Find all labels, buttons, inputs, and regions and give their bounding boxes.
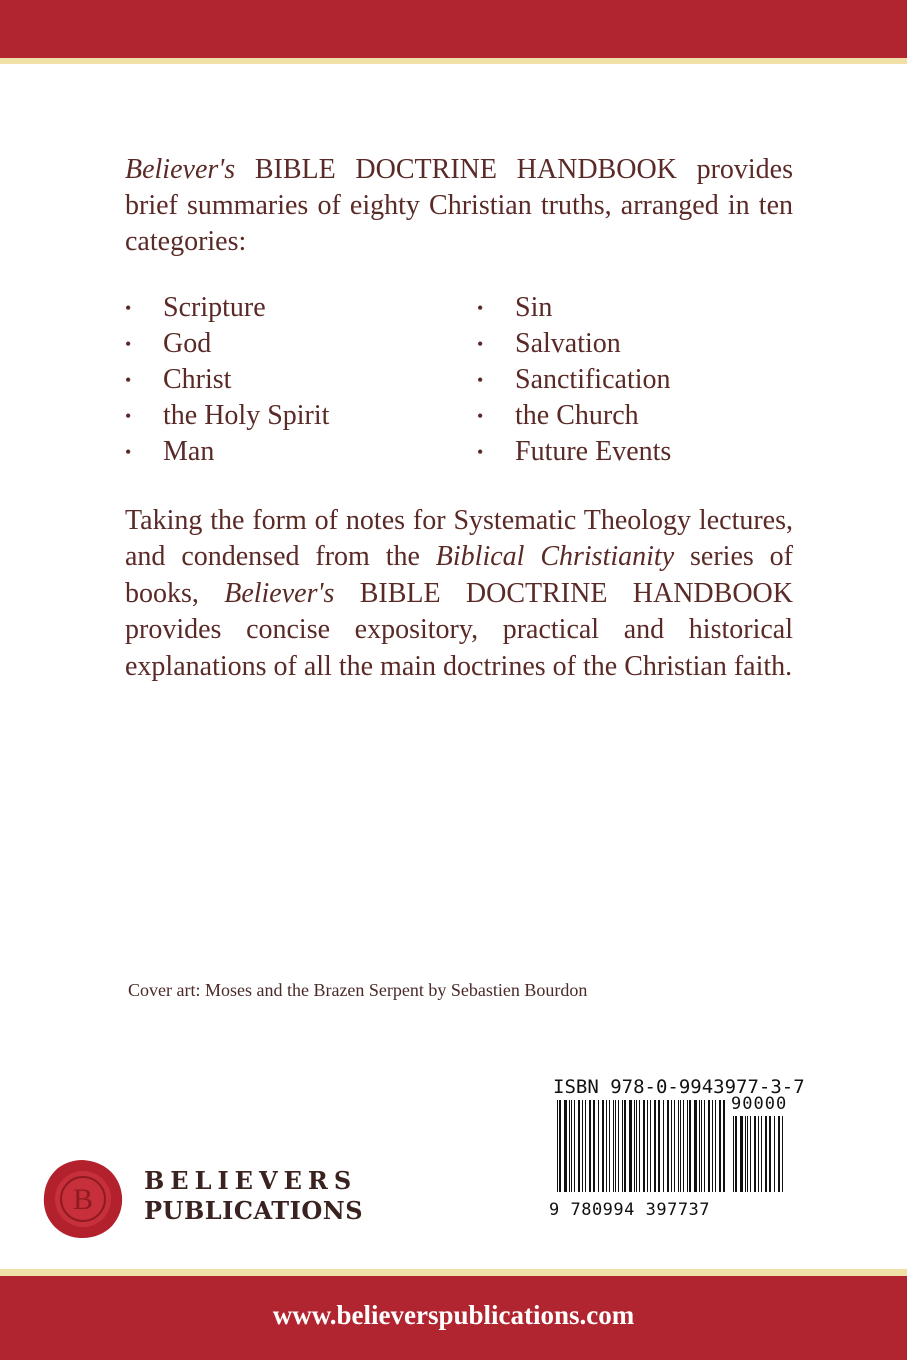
barcode-bar [715, 1100, 716, 1192]
barcode-bar [615, 1100, 616, 1192]
barcode-addon-number: 90000 [731, 1094, 788, 1114]
barcode-bar [593, 1100, 595, 1192]
bullet-icon: • [477, 406, 484, 426]
barcode-bar [557, 1100, 558, 1192]
barcode-bar [745, 1116, 746, 1192]
seal-letter: B [72, 1183, 94, 1216]
barcode-bar [643, 1100, 645, 1192]
barcode-bar [778, 1116, 780, 1192]
barcode-number: 9 780994 397737 [549, 1200, 711, 1220]
barcode-bar [704, 1100, 705, 1192]
barcode-bar [754, 1116, 756, 1192]
publisher-line1: BELIEVERS [144, 1166, 358, 1195]
list-item [125, 398, 330, 434]
list-item [125, 434, 329, 470]
isbn-label: ISBN 978-0-9943977-3-7 [553, 1076, 805, 1098]
series-title-italic: Biblical Christianity [435, 541, 675, 573]
barcode-bar [701, 1100, 702, 1192]
description-text: Taking the form of notes for Systematic Theology lectures, and condensed from the [125, 505, 793, 573]
barcode-bar [663, 1100, 664, 1192]
isbn-barcode [545, 1070, 805, 1220]
publisher-line2: PUBLICATIONS [144, 1196, 364, 1225]
top-gold-stripe [0, 58, 907, 64]
barcode-bar [569, 1100, 570, 1192]
bullet-icon: • [125, 442, 132, 462]
list-item [477, 362, 671, 398]
barcode-bar [750, 1116, 751, 1192]
barcode-bar [639, 1100, 640, 1192]
wax-seal-logo-icon [42, 1158, 124, 1240]
barcode-bar [687, 1100, 688, 1192]
barcode-bar [712, 1100, 713, 1192]
barcode-bar [658, 1100, 660, 1192]
category-list-left [125, 290, 330, 470]
barcode-bar [647, 1100, 648, 1192]
barcode-bar [606, 1100, 607, 1192]
barcode-bar [765, 1116, 767, 1192]
intro-text: BIBLE DOCTRINE HANDBOOK provides brief summaries of eighty Christian truths, arranged in ten categories: [125, 154, 793, 257]
barcode-bar [585, 1100, 586, 1192]
category-label: Scripture [163, 292, 266, 323]
category-label: Man [163, 436, 215, 467]
bullet-icon: • [477, 298, 484, 318]
barcode-bar [618, 1100, 619, 1192]
book-title-italic: Believer's [224, 577, 335, 609]
category-label: the Holy Spirit [163, 400, 330, 431]
barcode-bar [735, 1116, 737, 1192]
website-url[interactable]: www.believerspublications.com [272, 1300, 635, 1330]
barcode-bar [694, 1100, 697, 1192]
barcode-bar [680, 1100, 681, 1192]
barcode-bar [571, 1100, 572, 1192]
list-item [477, 290, 671, 326]
category-list-right [477, 290, 672, 470]
barcode-bar [654, 1100, 656, 1192]
barcode-bar [622, 1100, 623, 1192]
barcode-bar [629, 1100, 632, 1192]
description-text: series of books, [125, 541, 793, 609]
list-item [125, 290, 329, 326]
bullet-icon: • [125, 370, 132, 390]
barcode-bar [740, 1116, 743, 1192]
intro-title-italic: Believer's [125, 154, 236, 185]
barcode-bar [667, 1100, 669, 1192]
barcode-bar [602, 1100, 604, 1192]
barcode-bar [578, 1100, 580, 1192]
category-label: Sanctification [515, 364, 671, 395]
barcode-bar [782, 1116, 783, 1192]
category-label: the Church [515, 400, 639, 431]
barcode-bar [613, 1100, 614, 1192]
barcode-bar [674, 1100, 675, 1192]
bullet-icon: • [125, 334, 132, 354]
barcode-bar [769, 1116, 771, 1192]
publisher-name [144, 1166, 363, 1226]
barcode-bar [719, 1100, 721, 1192]
bullet-icon: • [477, 334, 484, 354]
category-label: Christ [163, 364, 232, 395]
barcode-bar [564, 1100, 567, 1192]
barcode-bar [624, 1100, 626, 1192]
list-item [125, 362, 329, 398]
bullet-icon: • [477, 442, 484, 462]
list-item [125, 326, 329, 362]
barcode-bar [636, 1100, 637, 1192]
category-label: Future Events [515, 436, 672, 467]
barcode-bar [733, 1116, 734, 1192]
category-label: Sin [515, 292, 553, 323]
barcode-bar [609, 1100, 610, 1192]
barcode-bar [589, 1100, 591, 1192]
barcode-bar [758, 1116, 759, 1192]
list-item [477, 434, 672, 470]
barcode-bar [747, 1116, 748, 1192]
barcode-bar [683, 1100, 684, 1192]
bullet-icon: • [125, 298, 132, 318]
list-item [477, 326, 671, 362]
barcode-bar [598, 1100, 599, 1192]
list-item [477, 398, 671, 434]
barcode-bar [582, 1100, 583, 1192]
barcode-bar [678, 1100, 679, 1192]
barcode-bar [650, 1100, 651, 1192]
category-label: God [163, 328, 212, 359]
description-paragraph [125, 503, 793, 685]
barcode-bar [708, 1100, 710, 1192]
barcode-bar [723, 1100, 725, 1192]
category-label: Salvation [515, 328, 621, 359]
barcode-bar [774, 1116, 775, 1192]
bullet-icon: • [125, 406, 132, 426]
top-red-band [0, 0, 907, 58]
barcode-bar [699, 1100, 700, 1192]
barcode-bar [689, 1100, 691, 1192]
bottom-gold-stripe [0, 1269, 907, 1276]
barcode-bar [559, 1100, 561, 1192]
barcode-bar [761, 1116, 762, 1192]
barcode-bar [634, 1100, 635, 1192]
bullet-icon: • [477, 370, 484, 390]
intro-paragraph [125, 152, 793, 260]
barcode-bar [671, 1100, 672, 1192]
cover-art-credit: Cover art: Moses and the Brazen Serpent by Sebastien Bourdon [128, 980, 588, 1000]
description-text: BIBLE DOCTRINE HANDBOOK provides concise expository, practical and historical explanations of all the main doctrines of the Christian faith. [125, 577, 793, 682]
barcode-bar [574, 1100, 575, 1192]
